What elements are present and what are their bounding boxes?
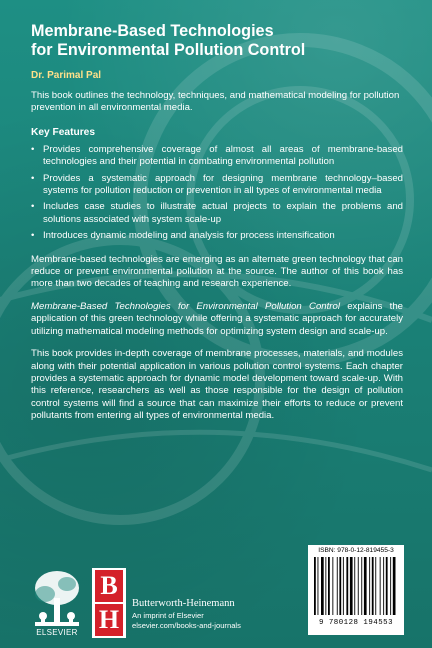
author-name: Dr. Parimal Pal (31, 70, 102, 81)
feature-item: • Introduces dynamic modeling and analysis for process intensification (31, 230, 335, 242)
bullet-icon: • (31, 172, 35, 184)
description-paragraph-3: This book provides in-depth coverage of membrane processes, materials, and modules along with their potential application in various pollution control systems. Each chapter provides a systematic approach for dynamic model development toward scale-up. With this reference, researchers as well as those responsible for the design of pollution control systems will find a source that can maximize their efforts to reduce or prevent pollutants from entering all types of environmental media. (31, 348, 403, 422)
bullet-icon: • (31, 143, 35, 155)
intro-paragraph: This book outlines the technology, techniques, and mathematical modeling for pollution prevention in all environmental media. (31, 90, 400, 114)
imprint-text: An imprint of Elsevier (132, 611, 204, 620)
bh-logo-h: H (95, 604, 123, 636)
feature-item: • Includes case studies to illustrate actual projects to explain the problems and solutions associated with system scale-up (31, 201, 403, 225)
isbn-text: ISBN: 978-0-12-819455-3 (318, 547, 394, 554)
publisher-url: elsevier.com/books-and-journals (132, 621, 241, 630)
title-line-1: Membrane-Based Technologies (31, 22, 274, 40)
publisher-name: Butterworth-Heinemann (132, 598, 235, 609)
title-line-2: for Environmental Pollution Control (31, 41, 306, 59)
description-paragraph-2: Membrane-Based Technologies for Environmental Pollution Control explains the application of this green technology while offering a systematic approach for accurately utilizing mathematical modeling methods for optimizing system design and scale-up. (31, 300, 403, 337)
book-title (31, 22, 403, 60)
publisher-info (132, 598, 332, 631)
description-paragraph-1: Membrane-based technologies are emerging as an alternate green technology that can reduce or prevent environmental pollution at the source. The author of this book has more than two decades of teaching and research experience. (31, 253, 403, 290)
bullet-icon: • (31, 230, 35, 242)
feature-item: • Provides a systematic approach for designing membrane technology–based systems for pollution reduction or prevention in all types of environmental media (31, 172, 403, 197)
publisher-footer (0, 547, 432, 648)
text-content (31, 22, 403, 433)
bh-logo-b: B (95, 570, 123, 602)
butterworth-heinemann-logo (92, 568, 126, 638)
barcode-digits: 9 780128 194553 (318, 619, 394, 627)
isbn-barcode (308, 545, 404, 635)
key-features-list (31, 144, 403, 243)
feature-item: • Provides comprehensive coverage of almost all areas of membrane-based technologies and their potential in combating environmental pollution (31, 143, 403, 168)
book-title-italic: Membrane-Based Technologies for Environmental Pollution Control (31, 300, 340, 312)
elsevier-tree-logo (31, 568, 83, 632)
elsevier-wordmark: ELSEVIER (36, 628, 78, 637)
key-features-heading: Key Features (31, 126, 95, 138)
bullet-icon: • (31, 201, 35, 213)
barcode-icon (314, 557, 398, 615)
